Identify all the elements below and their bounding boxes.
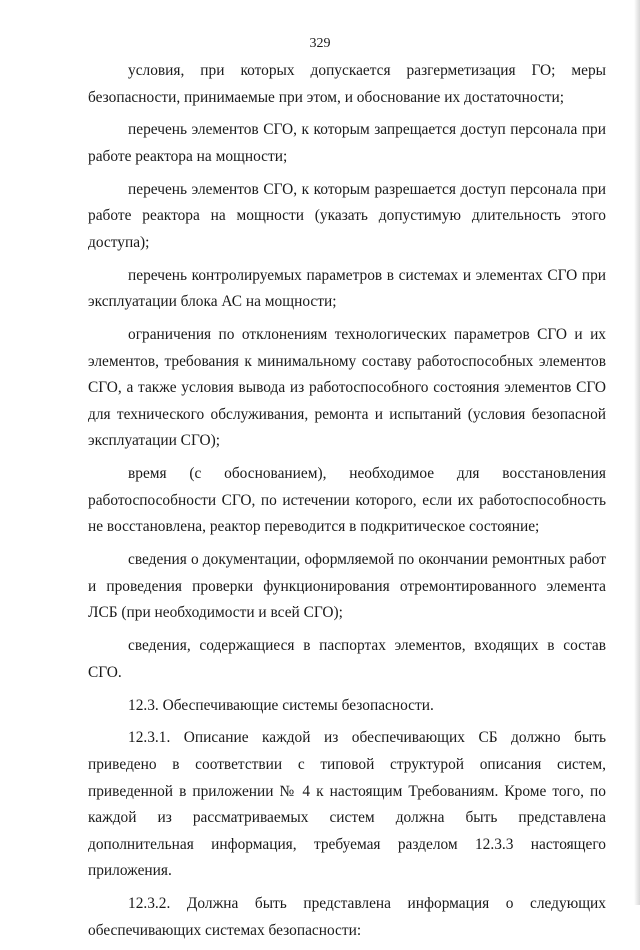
paragraph-deviation-limits: ограничения по отклонениям технологических параметров СГО и их элементов, требования к минимальному составу работоспособных элементов СГО, а также условия вывода из работоспособного состояния элементов СГО для технического обслуживания, ремонта и испытаний (условия безопасной эксплуатации СГО);: [88, 326, 606, 450]
paragraph-access-permitted-list: перечень элементов СГО, к которым разрешается доступ персонала при работе реактора на мощности (указать допустимую длительность этого доступа);: [88, 180, 606, 251]
paragraph-12-3-2: 12.3.2. Должна быть представлена информация о следующих обеспечивающих системах безопасности:: [88, 895, 606, 939]
paragraph-passport-data: сведения, содержащиеся в паспортах элементов, входящих в состав СГО.: [88, 637, 606, 681]
document-body: [88, 58, 606, 950]
paragraph-depressurization-conditions: условия, при которых допускается разгерметизация ГО; меры безопасности, принимаемые при этом, и обоснование их достаточности;: [88, 62, 606, 106]
paragraph-access-prohibited-list: перечень элементов СГО, к которым запрещается доступ персонала при работе реактора на мощности;: [88, 121, 606, 165]
paragraph-restoration-time: время (с обоснованием), необходимое для восстановления работоспособности СГО, по истечении которого, если их работоспособность не восстановлена, реактор переводится в подкритическое состояние;: [88, 465, 606, 536]
section-heading-12-3: 12.3. Обеспечивающие системы безопасности.: [128, 696, 434, 714]
paragraph-12-3-1: 12.3.1. Описание каждой из обеспечивающих СБ должно быть приведено в соответствии с типовой структурой описания систем, приведенной в приложении № 4 к настоящим Требованиям. Кроме того, по каждой из рассматриваемых систем должна быть представлена дополнительная информация, требуемая разделом 12.3.3 настоящего приложения.: [88, 729, 606, 880]
page-edge-shadow: [634, 0, 640, 905]
page-number: 329: [309, 36, 331, 51]
paragraph-controlled-parameters: перечень контролируемых параметров в системах и элементах СГО при эксплуатации блока АС на мощности;: [88, 266, 606, 311]
paragraph-repair-documentation: сведения о документации, оформляемой по окончании ремонтных работ и проведения проверки функционирования отремонтированного элемента ЛСБ (при необходимости и всей СГО);: [88, 551, 606, 622]
